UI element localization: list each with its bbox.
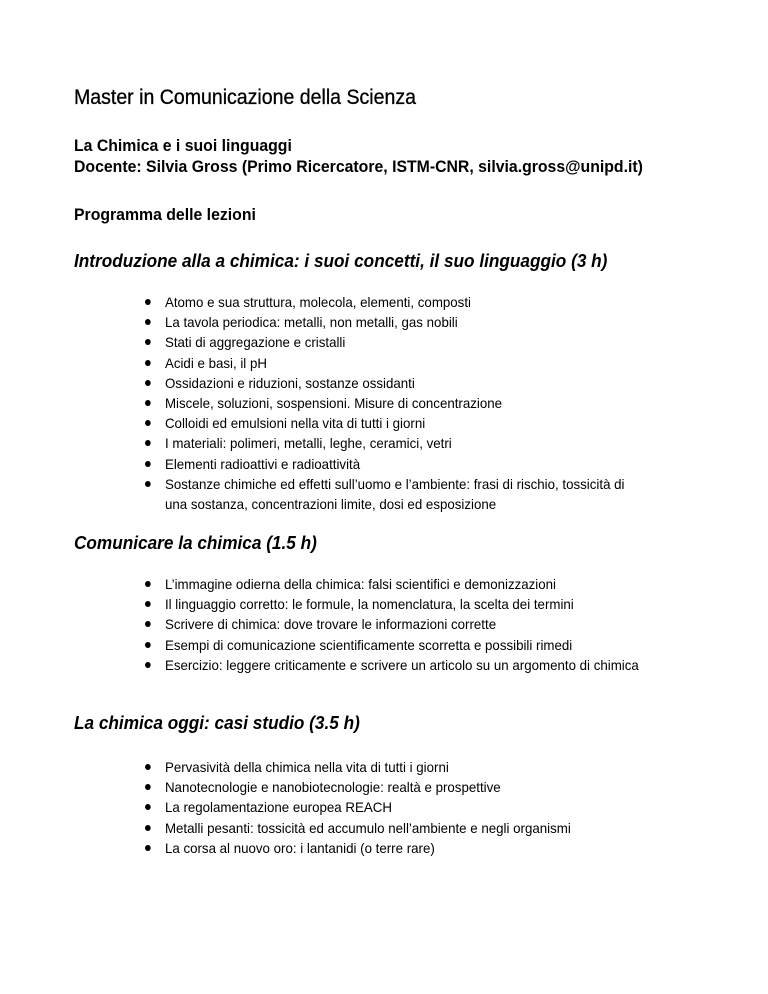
list-item-text-continuation: una sostanza, concentrazioni limite, dosi ed esposizione bbox=[164, 496, 497, 513]
list-item bbox=[145, 454, 625, 474]
list-item-text: L’immagine odierna della chimica: falsi scientifici e demonizzazioni bbox=[164, 576, 557, 592]
list-item-text: Atomo e sua struttura, molecola, elementi, composti bbox=[164, 294, 471, 310]
section-list-case-studies bbox=[145, 757, 593, 858]
list-item bbox=[145, 574, 639, 594]
section-title-communication: Comunicare la chimica (1.5 h) bbox=[74, 532, 317, 553]
list-item-text: Metalli pesanti: tossicità ed accumulo nell’ambiente e negli organismi bbox=[164, 819, 571, 836]
list-item bbox=[145, 655, 639, 675]
section-title-introduction: Introduzione alla a chimica: i suoi concetti, il suo linguaggio (3 h) bbox=[74, 250, 608, 271]
list-item bbox=[145, 373, 625, 393]
list-item-text: La corsa al nuovo oro: i lantanidi (o terre rare) bbox=[164, 839, 435, 856]
list-item bbox=[145, 594, 639, 614]
list-item bbox=[145, 614, 639, 634]
list-item-text: La tavola periodica: metalli, non metalli, gas nobili bbox=[164, 314, 458, 331]
list-item bbox=[145, 413, 625, 433]
list-item bbox=[145, 433, 625, 453]
list-item bbox=[145, 838, 571, 858]
list-item-text: Pervasività della chimica nella vita di tutti i giorni bbox=[164, 759, 449, 775]
list-item bbox=[145, 474, 625, 514]
list-item-text: Sostanze chimiche ed effetti sull’uomo e l’ambiente: frasi di rischio, tossicità di bbox=[164, 475, 625, 492]
list-item bbox=[145, 797, 571, 817]
list-item-text: Colloidi ed emulsioni nella vita di tutti i giorni bbox=[164, 415, 426, 432]
list-item bbox=[145, 332, 625, 352]
list-item-text: Elementi radioattivi e radioattività bbox=[164, 455, 361, 472]
list-item-text: Esercizio: leggere criticamente e scrivere un articolo su un argomento di chimica bbox=[164, 656, 639, 673]
list-item-text: Esempi di comunicazione scientificamente scorretta e possibili rimedi bbox=[164, 636, 573, 653]
list-item-text: Miscele, soluzioni, sospensioni. Misure di concentrazione bbox=[164, 395, 503, 412]
list-item bbox=[145, 312, 625, 332]
list-item bbox=[145, 353, 625, 373]
course-name: La Chimica e i suoi linguaggi bbox=[74, 136, 292, 155]
teacher-info: Docente: Silvia Gross (Primo Ricercatore, ISTM-CNR, silvia.gross@unipd.it) bbox=[74, 157, 643, 176]
list-item bbox=[145, 635, 639, 655]
list-item-text: Scrivere di chimica: dove trovare le informazioni corrette bbox=[164, 616, 497, 633]
list-item bbox=[145, 757, 571, 777]
list-item-text: La regolamentazione europea REACH bbox=[164, 799, 392, 816]
section-title-case-studies: La chimica oggi: casi studio (3.5 h) bbox=[74, 712, 360, 733]
list-item-text: Stati di aggregazione e cristalli bbox=[164, 334, 346, 351]
list-item-text: I materiali: polimeri, metalli, leghe, ceramici, vetri bbox=[164, 435, 452, 452]
list-item-text: Acidi e basi, il pH bbox=[164, 354, 267, 371]
list-item-text: Ossidazioni e riduzioni, sostanze ossidanti bbox=[164, 374, 415, 391]
section-list-communication bbox=[145, 574, 665, 675]
list-item bbox=[145, 818, 571, 838]
list-item bbox=[145, 393, 625, 413]
list-item-text: Il linguaggio corretto: le formule, la nomenclatura, la scelta dei termini bbox=[164, 596, 574, 613]
list-item bbox=[145, 292, 625, 312]
section-list-introduction bbox=[145, 292, 650, 514]
list-item bbox=[145, 777, 571, 797]
list-item-text: Nanotecnologie e nanobiotecnologie: realtà e prospettive bbox=[164, 779, 501, 796]
document-title: Master in Comunicazione della Scienza bbox=[74, 86, 416, 109]
program-heading: Programma delle lezioni bbox=[74, 205, 256, 224]
